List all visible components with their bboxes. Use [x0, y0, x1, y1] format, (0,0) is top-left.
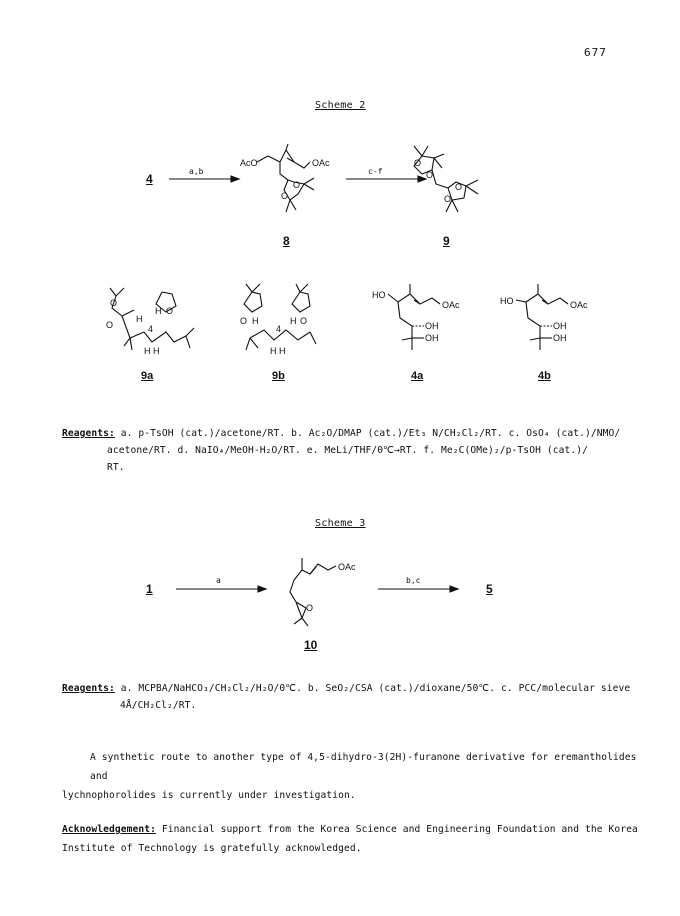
svg-text:OH: OH — [553, 333, 567, 343]
compound-10-label: 10 — [304, 638, 318, 652]
compound-4a-label: 4a — [411, 370, 424, 382]
compound-8-label: 8 — [283, 234, 290, 248]
svg-text:OH: OH — [553, 321, 567, 331]
acknowledgement-line-1: Financial support from the Korea Science and Engineering Foundation and the Korea — [156, 824, 638, 835]
compound-1-label: 1 — [146, 582, 153, 596]
acknowledgement — [62, 820, 652, 858]
reagents-label: Reagents: — [62, 428, 115, 439]
scheme-2-title: Scheme 2 — [315, 100, 366, 111]
svg-text:H: H — [252, 316, 259, 326]
svg-text:AcO: AcO — [240, 158, 258, 168]
svg-text:a: a — [216, 576, 221, 585]
compound-9b-structure — [230, 280, 330, 364]
compound-9-structure — [400, 136, 500, 226]
scheme-2-reagents — [62, 425, 632, 476]
svg-text:OH: OH — [425, 321, 439, 331]
svg-text:OH: OH — [425, 333, 439, 343]
svg-text:H: H — [136, 314, 143, 324]
compound-4b-label: 4b — [538, 370, 551, 382]
compound-4b-structure — [498, 282, 608, 362]
compound-10-structure — [280, 552, 370, 632]
svg-text:O: O — [414, 158, 422, 168]
svg-text:O: O — [444, 194, 452, 204]
reagents-3-line-1: a. MCPBA/NaHCO₃/CH₂Cl₂/H₂O/0℃. b. SeO₂/CSA (cat.)/dioxane/50℃. c. PCC/molecular sieve — [120, 683, 631, 694]
acknowledgement-line-2: Institute of Technology is gratefully acknowledged. — [62, 843, 362, 854]
svg-text:O: O — [300, 316, 308, 326]
svg-text:4: 4 — [276, 324, 282, 334]
reaction-arrow-ab — [165, 160, 245, 190]
svg-text:H: H — [290, 316, 297, 326]
svg-text:OAc: OAc — [338, 562, 356, 572]
compound-4-label: 4 — [146, 172, 153, 186]
svg-text:OAc: OAc — [312, 158, 330, 168]
svg-text:O: O — [281, 191, 289, 201]
svg-text:O: O — [426, 170, 434, 180]
scheme-3-title: Scheme 3 — [315, 518, 366, 529]
reagents-label: Reagents: — [62, 683, 115, 694]
svg-text:OAc: OAc — [442, 300, 460, 310]
compound-9a-structure — [100, 280, 200, 364]
reagents-2-line-3: RT. — [107, 462, 125, 473]
svg-text:OAc: OAc — [570, 300, 588, 310]
svg-text:c-f: c-f — [368, 167, 383, 176]
reagents-3-line-2: 4Å/CH₂Cl₂/RT. — [120, 700, 197, 711]
svg-text:4: 4 — [148, 324, 154, 334]
paragraph-line-2: lychnophorolides is currently under investigation. — [62, 790, 356, 801]
reaction-arrow-a — [172, 572, 272, 598]
svg-text:b,c: b,c — [406, 576, 421, 585]
svg-text:H H: H H — [144, 346, 160, 356]
acknowledgement-label: Acknowledgement: — [62, 824, 157, 835]
compound-4a-structure — [370, 282, 480, 362]
svg-text:HO: HO — [372, 290, 386, 300]
reagents-2-line-2: acetone/RT. d. NaIO₄/MeOH-H₂O/RT. e. MeLi/THF/0℃→RT. f. Me₂C(OMe)₂/p-TsOH (cat.)/ — [107, 445, 588, 456]
body-paragraph — [62, 748, 652, 805]
svg-text:HO: HO — [500, 296, 514, 306]
svg-text:O: O — [306, 603, 314, 613]
reagents-2-line-1: a. p-TsOH (cat.)/acetone/RT. b. Ac₂O/DMAP (cat.)/Et₃ N/CH₂Cl₂/RT. c. OsO₄ (cat.)/NMO/ — [120, 428, 621, 439]
paragraph-line-1: A synthetic route to another type of 4,5-dihydro-3(2H)-furanone derivative for eremantholides and — [90, 752, 637, 782]
svg-text:H H: H H — [270, 346, 286, 356]
compound-8-structure — [238, 140, 348, 222]
svg-text:O: O — [106, 320, 114, 330]
svg-text:O: O — [110, 298, 118, 308]
reaction-arrow-bc — [374, 572, 464, 598]
svg-text:O: O — [166, 306, 174, 316]
svg-text:O: O — [293, 180, 301, 190]
svg-text:O: O — [240, 316, 248, 326]
compound-5-label: 5 — [486, 582, 493, 596]
svg-text:H: H — [155, 306, 162, 316]
compound-9a-label: 9a — [141, 370, 154, 382]
svg-text:a,b: a,b — [189, 167, 204, 176]
compound-9-label: 9 — [443, 234, 450, 248]
scheme-3-reagents — [62, 680, 642, 714]
compound-9b-label: 9b — [272, 370, 285, 382]
page-number: 677 — [584, 46, 607, 59]
svg-text:O: O — [455, 182, 463, 192]
